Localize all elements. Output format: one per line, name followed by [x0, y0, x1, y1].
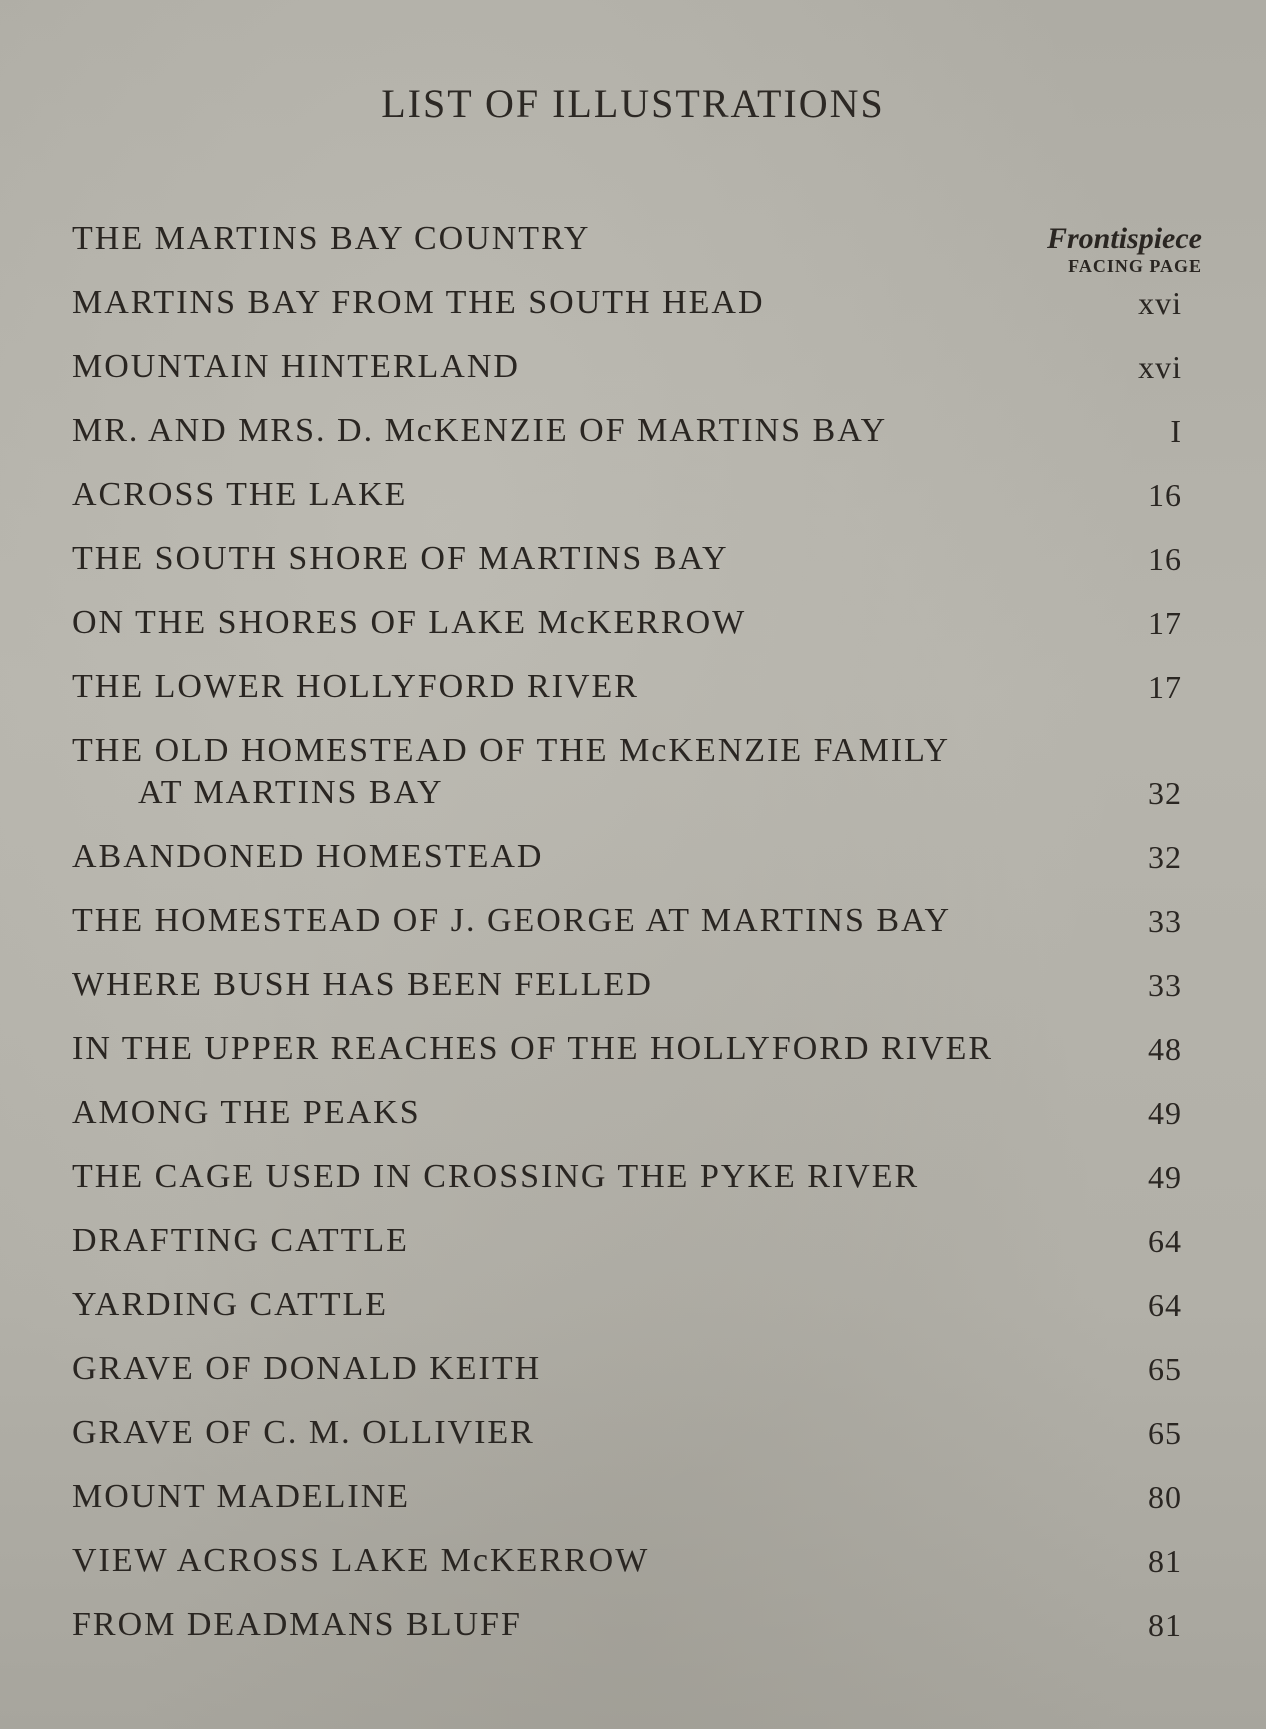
entry-label: MOUNTAIN HINTERLAND — [72, 348, 520, 385]
list-item — [72, 1476, 1202, 1518]
entry-label: GRAVE OF DONALD KEITH — [72, 1350, 542, 1387]
list-item — [72, 836, 1202, 878]
entry-label: ABANDONED HOMESTEAD — [72, 838, 544, 875]
entry-page: Frontispiece — [1047, 222, 1202, 255]
entry-label: MR. AND MRS. D. McKENZIE OF MARTINS BAY — [72, 412, 888, 449]
entry-label: YARDING CATTLE — [72, 1286, 389, 1323]
list-item — [72, 1284, 1202, 1326]
facing-page-header: FACING PAGE — [1068, 256, 1202, 276]
entry-label-line2: AT MARTINS BAY — [138, 774, 444, 811]
entry-page: 33 — [1148, 903, 1182, 939]
entry-label: DRAFTING CATTLE — [72, 1222, 409, 1259]
entry-label: THE HOMESTEAD OF J. GEORGE AT MARTINS BAY — [72, 902, 952, 939]
entry-page: 48 — [1148, 1031, 1182, 1067]
list-item — [72, 346, 1202, 388]
entry-label: ACROSS THE LAKE — [72, 476, 408, 513]
entry-label: THE CAGE USED IN CROSSING THE PYKE RIVER — [72, 1158, 920, 1195]
list-item — [72, 256, 1202, 324]
list-item — [72, 1092, 1202, 1134]
entry-page-number: xvi — [1138, 285, 1182, 321]
entry-page: 81 — [1148, 1543, 1182, 1579]
entry-page: 16 — [1148, 541, 1182, 577]
entry-label: THE MARTINS BAY COUNTRY — [72, 220, 591, 257]
list-item — [72, 602, 1202, 644]
list-item — [72, 1156, 1202, 1198]
list-item — [72, 1348, 1202, 1390]
list-item — [72, 900, 1202, 942]
entry-label: VIEW ACROSS LAKE McKERROW — [72, 1542, 650, 1579]
entry-label: MOUNT MADELINE — [72, 1478, 411, 1515]
entry-page — [1062, 256, 1202, 324]
entry-label: THE LOWER HOLLYFORD RIVER — [72, 668, 639, 705]
list-item — [72, 1028, 1202, 1070]
entry-label: AMONG THE PEAKS — [72, 1094, 421, 1131]
list-item — [72, 474, 1202, 516]
list-item — [72, 1540, 1202, 1582]
entry-page: 80 — [1148, 1479, 1182, 1515]
entry-page: 49 — [1148, 1159, 1182, 1195]
list-item — [72, 1604, 1202, 1646]
entry-label: ON THE SHORES OF LAKE McKERROW — [72, 604, 747, 641]
entry-page: 32 — [1148, 775, 1182, 811]
entry-label: IN THE UPPER REACHES OF THE HOLLYFORD RIVER — [72, 1030, 994, 1067]
entry-page: 65 — [1148, 1415, 1182, 1451]
entry-page: 64 — [1148, 1223, 1182, 1259]
entry-page: 16 — [1148, 477, 1182, 513]
entry-page: 17 — [1148, 605, 1182, 641]
list-item — [72, 1220, 1202, 1262]
illustrations-list — [72, 218, 1202, 1668]
entry-page: xvi — [1138, 349, 1182, 385]
list-item — [72, 410, 1202, 452]
list-item — [72, 730, 1202, 814]
entry-label-line1: THE OLD HOMESTEAD OF THE McKENZIE FAMILY — [72, 732, 951, 769]
list-item — [72, 538, 1202, 580]
entry-page: 64 — [1148, 1287, 1182, 1323]
entry-label — [72, 730, 1062, 814]
list-item — [72, 666, 1202, 708]
list-item — [72, 218, 1202, 260]
list-item — [72, 1412, 1202, 1454]
entry-page: 32 — [1148, 839, 1182, 875]
entry-label: MARTINS BAY FROM THE SOUTH HEAD — [72, 284, 765, 321]
list-item — [72, 964, 1202, 1006]
entry-page: 49 — [1148, 1095, 1182, 1131]
entry-label: WHERE BUSH HAS BEEN FELLED — [72, 966, 653, 1003]
entry-label: FROM DEADMANS BLUFF — [72, 1606, 522, 1643]
entry-page: 17 — [1148, 669, 1182, 705]
entry-page: 65 — [1148, 1351, 1182, 1387]
entry-page: 33 — [1148, 967, 1182, 1003]
entry-page: I — [1170, 413, 1182, 449]
entry-label: GRAVE OF C. M. OLLIVIER — [72, 1414, 535, 1451]
entry-page: 81 — [1148, 1607, 1182, 1643]
entry-label: THE SOUTH SHORE OF MARTINS BAY — [72, 540, 729, 577]
page-title: LIST OF ILLUSTRATIONS — [381, 81, 885, 126]
